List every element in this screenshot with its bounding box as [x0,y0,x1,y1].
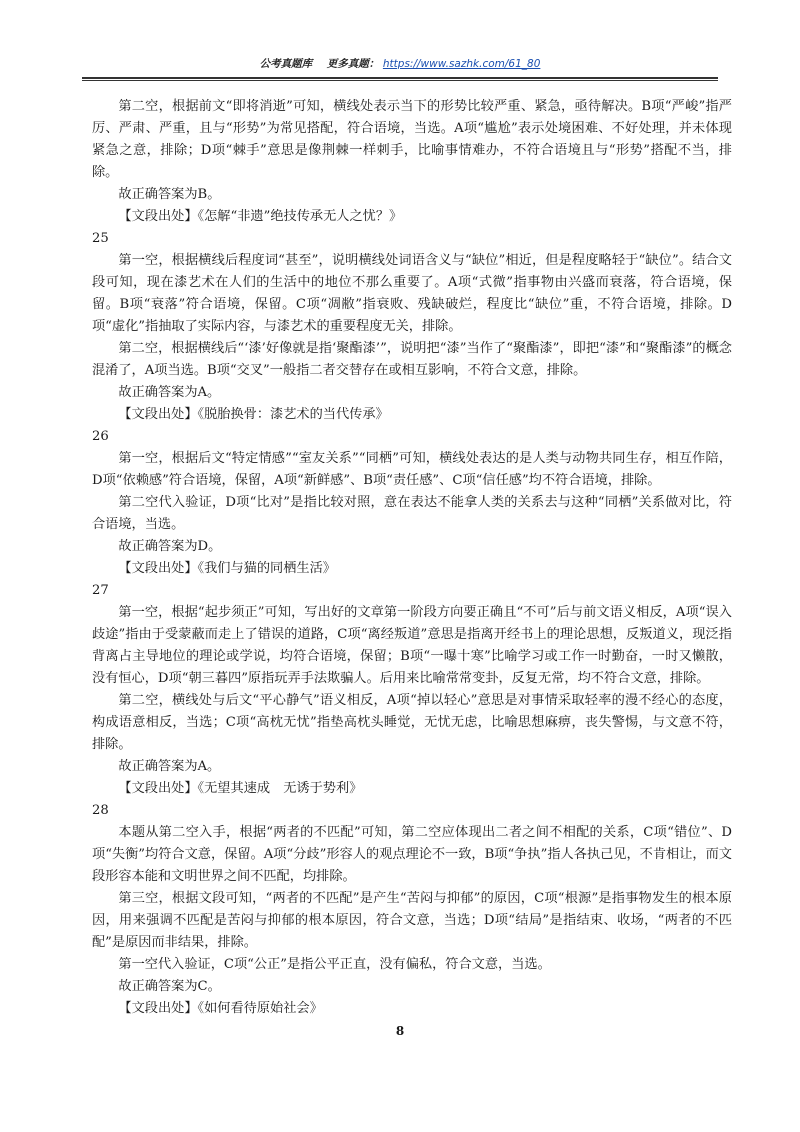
document-body [92,96,732,1020]
question-number: 26 [92,429,109,444]
paragraph: 第一空，根据“起步须正”可知，写出好的文章第一阶段方向要正确且“不可”后与前文语义相反，A项“误入歧途”指由于受蒙蔽而走上了错误的道路，C项“离经叛道”意思是指离开经书上的理论思想，反叛道义，现泛指背离占主导地位的理论或学说，均符合语境，保留；B项“一曝十寒”比喻学习或工作一时勤奋，一时又懒散，没有恒心，D项“朝三暮四”原指玩弄手法欺骗人。后用来比喻常常变卦，反复无常，均不符合文意，排除。 [92,605,732,686]
paragraph: 故正确答案为B。 [118,187,221,202]
header-rule-thin [82,80,718,81]
paragraph: 第一空代入验证，C项“公正”是指公平正直，没有偏私，符合文意，当选。 [118,957,551,972]
paragraph: 【文段出处】《无望其速成 无诱于势利》 [118,781,363,796]
paragraph: 【文段出处】《我们与猫的同栖生活》 [118,561,336,576]
paragraph: 故正确答案为D。 [118,539,222,554]
paragraph: 故正确答案为A。 [118,759,221,774]
paragraph: 第二空，根据前文“即将消逝”可知，横线处表示当下的形势比较严重、紧急，亟待解决。B项“严峻”指严厉、严肃、严重，且与“形势”为常见搭配，符合语境，当选。A项“尴尬”表示处境困难、不好处理，并未体现紧急之意，排除；D项“棘手”意思是像荆棘一样刺手，比喻事情难办，不符合语境且与“形势”搭配不当，排除。 [92,99,732,180]
paragraph: 故正确答案为A。 [118,385,221,400]
question-number: 25 [92,231,109,246]
header-site-name: 公考真题库 [259,58,313,70]
page-header [82,56,718,78]
header-label: 更多真题： [326,58,380,70]
page-number: 8 [395,1024,405,1038]
header-link[interactable]: https://www.sazhk.com/61_80 [382,58,541,70]
header-rule [82,77,718,79]
paragraph: 【文段出处】《如何看待原始社会》 [118,1001,323,1016]
question-number: 27 [92,583,109,598]
paragraph: 第三空，根据文段可知，“两者的不匹配”是产生“苦闷与抑郁”的原因，C项“根源”是指事物发生的根本原因，用来强调不匹配是苦闷与抑郁的根本原因，符合文意，当选；D项“结局”是指结束、收场，“两者的不匹配”是原因而非结果，排除。 [92,891,732,950]
paragraph: 第二空，横线处与后文“平心静气”语义相反，A项“掉以轻心”意思是对事情采取轻率的漫不经心的态度，构成语意相反，当选；C项“高枕无忧”指垫高枕头睡觉，无忧无虑，比喻思想麻痹，丧失警惕，与文意不符，排除。 [92,693,732,752]
paragraph: 【文段出处】《怎解“非遗”绝技传承无人之忧？》 [118,209,403,224]
paragraph: 第一空，根据后文“特定情感”“室友关系”“同栖”可知，横线处表达的是人类与动物共同生存，相互作陪，D项“依赖感”符合语境，保留，A项“新鲜感”、B项“责任感”、C项“信任感”均不符合语境，排除。 [92,451,732,488]
question-number: 28 [92,803,109,818]
paragraph: 【文段出处】《脱胎换骨：漆艺术的当代传承》 [118,407,389,422]
paragraph: 第二空代入验证，D项“比对”是指比较对照，意在表达不能拿人类的关系去与这种“同栖”关系做对比，符合语境，当选。 [92,495,732,532]
paragraph: 故正确答案为C。 [118,979,221,994]
paragraph: 第二空，根据横线后“‘漆’好像就是指‘聚酯漆’”，说明把“漆”当作了“聚酯漆”，即把“漆”和“聚酯漆”的概念混淆了，A项当选。B项“交叉”一般指二者交替存在或相互影响，不符合文意，排除。 [92,341,732,378]
paragraph: 第一空，根据横线后程度词“甚至”，说明横线处词语含义与“缺位”相近，但是程度略轻于“缺位”。结合文段可知，现在漆艺术在人们的生活中的地位不那么重要了。A项“式微”指事物由兴盛而衰落，符合语境，保留。B项“衰落”符合语境，保留。C项“凋敝”指衰败、残缺破烂，程度比“缺位”重，不符合语境，排除。D项“虚化”指抽取了实际内容，与漆艺术的重要程度无关，排除。 [92,253,732,334]
paragraph: 本题从第二空入手，根据“两者的不匹配”可知，第二空应体现出二者之间不相配的关系，C项“错位”、D项“失衡”均符合文意，保留。A项“分歧”形容人的观点理论不一致，B项“争执”指人各执己见，不肯相让，而文段形容本能和文明世界之间不匹配，均排除。 [92,825,732,884]
